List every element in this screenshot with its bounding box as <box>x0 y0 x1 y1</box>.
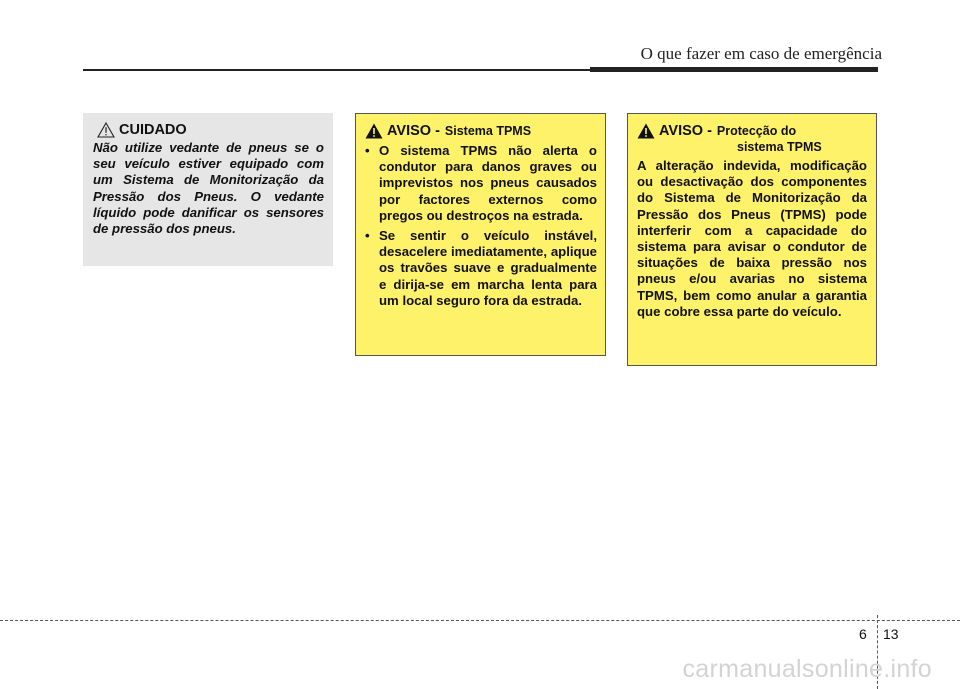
warning-tpms-subtitle: Sistema TPMS <box>444 124 532 138</box>
page-header-title: O que fazer em caso de emergência <box>640 44 882 63</box>
warning-tpms-header <box>365 123 597 139</box>
warning-filled-icon <box>365 123 383 139</box>
header-rule-accent <box>590 67 878 72</box>
warning-protection-title: AVISO - <box>659 123 712 139</box>
warning-tpms-title: AVISO - <box>387 123 440 139</box>
footer-rule <box>0 620 960 621</box>
list-item: • Se sentir o veículo instável, desacelere imediatamente, aplique os travões suave e gradualmente e dirija-se em marcha lenta para um local seguro fora da estrada. <box>365 228 597 308</box>
warning-outline-icon <box>97 122 115 138</box>
caution-text: Não utilize vedante de pneus se o seu veículo estiver equipado com um Sistema de Monitorização da Pressão dos Pneus. O vedante líquido pode danificar os sensores de pressão dos pneus. <box>93 140 324 237</box>
chapter-number: 6 <box>859 626 867 642</box>
warning-tpms-box <box>355 113 606 356</box>
watermark: carmanualsonline.info <box>682 655 932 683</box>
warning-protection-text: A alteração indevida, modificação ou desactivação dos componentes do Sistema de Monitorização da Pressão dos Pneus (TPMS) pode interferir com a capacidade do sistema para avisar o condutor de situações de baixa pressão nos pneus e/ou avarias no sistema TPMS, bem como anular a garantia que cobre essa parte do veículo. <box>637 158 867 319</box>
warning-tpms-list <box>365 143 597 309</box>
warning-protection-subtitle-2: sistema TPMS <box>737 140 822 154</box>
warning-filled-icon <box>637 123 655 139</box>
page-number: 13 <box>883 626 899 642</box>
warning-protection-box <box>627 113 877 366</box>
caution-box <box>83 113 333 266</box>
warning-protection-subtitle-1: Protecção do <box>716 124 797 138</box>
list-item: • O sistema TPMS não alerta o condutor para danos graves ou imprevistos nos pneus causados por factores externos como pregos ou destroços na estrada. <box>365 143 597 223</box>
caution-header <box>97 122 324 138</box>
warning-protection-header <box>637 123 867 139</box>
caution-title: CUIDADO <box>119 122 187 138</box>
